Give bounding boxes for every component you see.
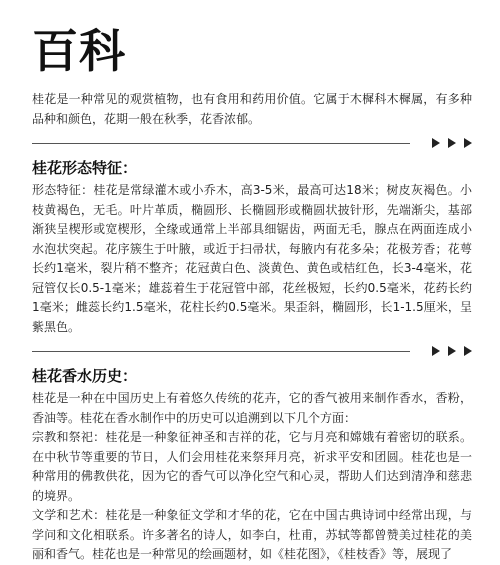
section-heading-perfume-history: 桂花香水历史： [32, 367, 138, 385]
section-divider [32, 343, 472, 359]
divider-line [32, 351, 410, 352]
arrow-right-icon [464, 346, 472, 356]
perfume-history-religion: 宗教和祭祀：桂花是一种象征神圣和吉祥的花，它与月亮和嫦娥有着密切的联系。在中秋节等重要的节日，人们会用桂花来祭拜月亮，祈求平安和团圆。桂花也是一种常用的佛教供花，因为它的香气可以净化空气和心灵，帮助人们达到清净和慈悲的境界。 [32, 430, 472, 503]
arrow-right-icon [448, 346, 456, 356]
morphology-paragraph: 形态特征：桂花是常绿灌木或小乔木，高3-5米，最高可达18米；树皮灰褐色。小枝黄褐色，无毛。叶片革质，椭圆形、长椭圆形或椭圆状披针形，先端渐尖，基部渐狭呈楔形或宽楔形，全缘或通常上半部具细锯齿，两面无毛，腺点在两面连成小水泡状突起。花序簇生于叶腋，或近于扫帚状，每腋内有花多朵；花极芳香；花萼长约1毫米，裂片稍不整齐；花冠黄白色、淡黄色、黄色或桔红色，长3-4毫米，花冠管仅长0.5-1毫米；雄蕊着生于花冠管中部，花丝极短，长约0.5毫米，花药长约1毫米；雌蕊长约1.5毫米，花柱长约0.5毫米。果歪斜，椭圆形，长1-1.5厘米，呈紫黑色。 [32, 183, 472, 334]
intro-paragraph: 桂花是一种常见的观赏植物，也有食用和药用价值。它属于木樨科木樨属，有多种品种和颜色，花期一般在秋季，花香浓郁。 [32, 92, 472, 126]
arrow-right-icon [448, 138, 456, 148]
perfume-history-intro: 桂花是一种在中国历史上有着悠久传统的花卉，它的香气被用来制作香水，香粉，香油等。桂花在香水制作中的历史可以追溯到以下几个方面： [32, 391, 472, 425]
perfume-history-literature: 文学和艺术：桂花是一种象征文学和才华的花，它在中国古典诗词中经常出现，与学问和文化相联系。许多著名的诗人，如李白，杜甫，苏轼等都曾赞美过桂花的美丽和香气。桂花也是一种常见的绘画题材，如《桂花图》，《桂枝香》等，展现了 [32, 508, 472, 561]
section-heading-morphology: 桂花形态特征： [32, 159, 138, 177]
page-title: 百科 [32, 24, 126, 78]
triple-arrow-icon [432, 343, 472, 356]
divider-line [32, 143, 410, 144]
triple-arrow-icon [432, 135, 472, 148]
arrow-right-icon [464, 138, 472, 148]
section-divider [32, 135, 472, 151]
arrow-right-icon [432, 138, 440, 148]
arrow-right-icon [432, 346, 440, 356]
